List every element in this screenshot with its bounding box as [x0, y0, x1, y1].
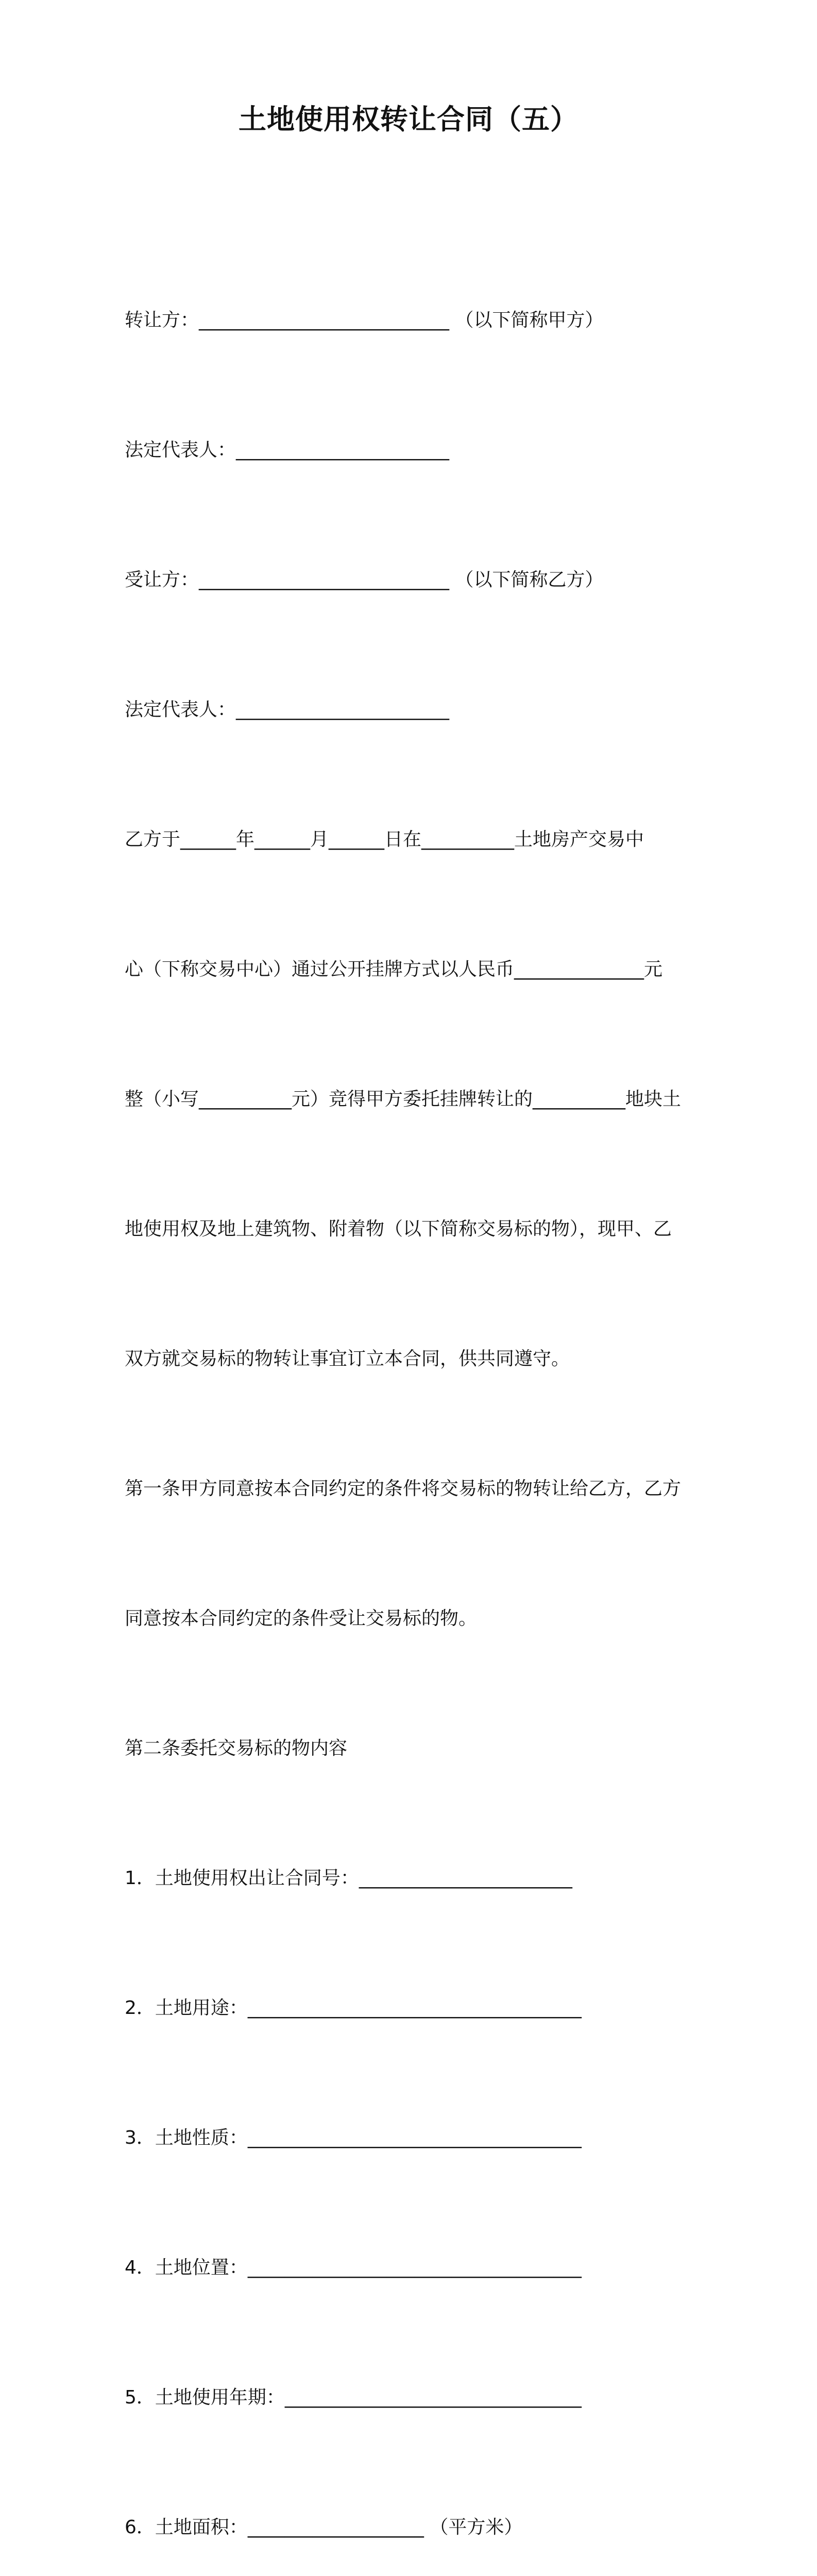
item-3-land-nature: 3．土地性质：____________________________________ [125, 2127, 582, 2148]
item-2-land-use: 2．土地用途：____________________________________ [125, 1997, 582, 2019]
item-5-land-term: 5．土地使用年期：________________________________ [125, 2387, 582, 2408]
transferee-representative-line: 法定代表人：_______________________ [125, 699, 450, 720]
transferor-line: 转让方：___________________________ （以下简称甲方） [125, 310, 604, 331]
item-4-land-location: 4．土地位置：____________________________________ [125, 2257, 582, 2278]
preamble-line-4: 地使用权及地上建筑物、附着物（以下简称交易标的物），现甲、乙 [125, 1218, 672, 1240]
article-1-line-2: 同意按本合同约定的条件受让交易标的物。 [125, 1608, 478, 1629]
contract-body [125, 212, 702, 2576]
article-1-line-1: 第一条甲方同意按本合同约定的条件将交易标的物转让给乙方，乙方 [125, 1478, 682, 1499]
item-6-land-area: 6．土地面积：___________________ （平方米） [125, 2517, 523, 2538]
transferee-line: 受让方：___________________________ （以下简称乙方） [125, 569, 604, 590]
preamble-line-2: 心（下称交易中心）通过公开挂牌方式以人民币______________元 [125, 959, 663, 980]
article-2-heading: 第二条委托交易标的物内容 [125, 1738, 348, 1759]
preamble-line-1: 乙方于______年______月______日在__________土地房产交易中 [125, 829, 644, 850]
item-1-contract-number: 1．土地使用权出让合同号：_______________________ [125, 1868, 572, 1889]
preamble-line-3: 整（小写__________元）竞得甲方委托挂牌转让的__________地块土 [125, 1089, 682, 1110]
preamble-line-5: 双方就交易标的物转让事宜订立本合同，供共同遵守。 [125, 1348, 570, 1369]
document-title: 土地使用权转让合同（五） [239, 103, 578, 135]
transferor-representative-line: 法定代表人：_______________________ [125, 439, 450, 461]
